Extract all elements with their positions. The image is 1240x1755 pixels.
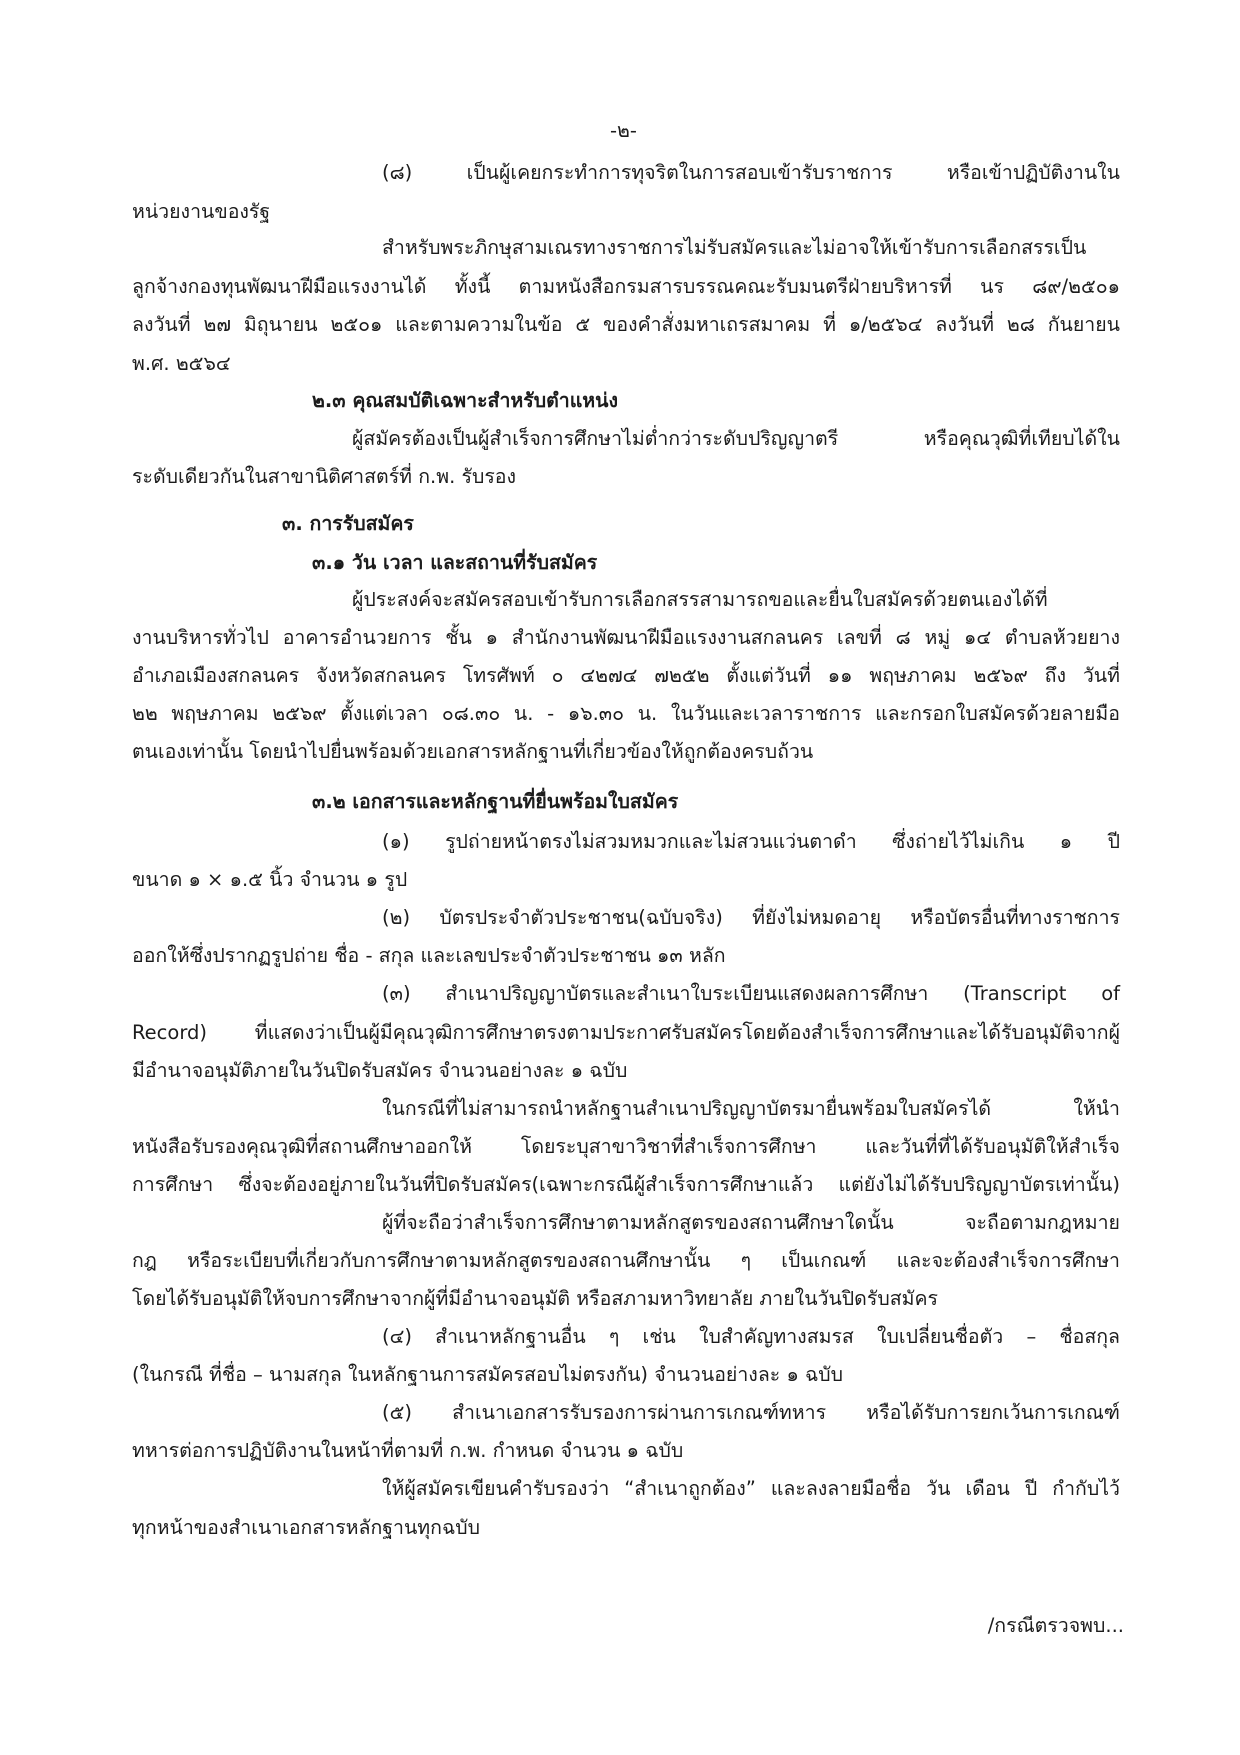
heading-2-3: ๒.๓ คุณสมบัติเฉพาะสำหรับตำแหน่ง xyxy=(312,389,618,412)
qualification-line-1: ผู้สมัครต้องเป็นผู้สำเร็จการศึกษาไม่ต่ำกว่าระดับปริญญาตรี หรือคุณวุฒิที่เทียบได้ใน xyxy=(352,427,1120,450)
monk-para-line-1: สำหรับพระภิกษุสามเณรทางราชการไม่รับสมัครและไม่อาจให้เข้ารับการเลือกสรรเป็น xyxy=(382,236,1087,259)
doc-4-line-2: (ในกรณี ที่ชื่อ – นามสกุล ในหลักฐานการสมัครสอบไม่ตรงกัน) จำนวนอย่างละ ๑ ฉบับ xyxy=(132,1363,844,1386)
monk-para-line-3: ลงวันที่ ๒๗ มิถุนายน ๒๕๐๑ และตามความในข้อ ๕ ของคำสั่งมหาเถรสมาคม ที่ ๑/๒๕๖๔ ลงวันที่ ๒๘ กันยายน xyxy=(132,313,1120,336)
apply-para-line-1: ผู้ประสงค์จะสมัครสอบเข้ารับการเลือกสรรสามารถขอและยื่นใบสมัครด้วยตนเองได้ที่ xyxy=(352,588,1048,611)
doc-1-line-1: (๑) รูปถ่ายหน้าตรงไม่สวมหมวกและไม่สวนแว่นตาดำ ซึ่งถ่ายไว้ไม่เกิน ๑ ปี xyxy=(382,830,1120,853)
graduation-line-3: โดยได้รับอนุมัติให้จบการศึกษาจากผู้ที่มีอำนาจอนุมัติ หรือสภามหาวิทยาลัย ภายในวันปิดรับสมัคร xyxy=(132,1287,938,1310)
doc-5-line-1: (๕) สำเนาเอกสารรับรองการผ่านการเกณฑ์ทหาร หรือได้รับการยกเว้นการเกณฑ์ xyxy=(382,1401,1120,1424)
monk-para-line-2: ลูกจ้างกองทุนพัฒนาฝีมือแรงงานได้ ทั้งนี้ ตามหนังสือกรมสารบรรณคณะรับมนตรีฝ่ายบริหารที่ นร ๘๙/๒๕๐๑ xyxy=(132,275,1120,298)
degree-case-line-1: ในกรณีที่ไม่สามารถนำหลักฐานสำเนาปริญญาบัตรมายื่นพร้อมใบสมัครได้ ให้นำ xyxy=(382,1097,1120,1120)
item-8-line-1: (๘) เป็นผู้เคยกระทำการทุจริตในการสอบเข้ารับราชการ หรือเข้าปฏิบัติงานใน xyxy=(382,161,1120,184)
apply-para-line-5: ตนเองเท่านั้น โดยนำไปยื่นพร้อมด้วยเอกสารหลักฐานที่เกี่ยวข้องให้ถูกต้องครบถ้วน xyxy=(132,740,814,763)
doc-3-line-3: มีอำนาจอนุมัติภายในวันปิดรับสมัคร จำนวนอย่างละ ๑ ฉบับ xyxy=(132,1059,628,1082)
doc-3-line-1: (๓) สำเนาปริญญาบัตรและสำเนาใบระเบียนแสดงผลการศึกษา (Transcript of xyxy=(382,982,1120,1005)
graduation-line-1: ผู้ที่จะถือว่าสำเร็จการศึกษาตามหลักสูตรของสถานศึกษาใดนั้น จะถือตามกฎหมาย xyxy=(382,1211,1120,1234)
certify-line-2: ทุกหน้าของสำเนาเอกสารหลักฐานทุกฉบับ xyxy=(132,1516,481,1539)
degree-case-line-2: หนังสือรับรองคุณวุฒิที่สถานศึกษาออกให้ โดยระบุสาขาวิชาที่สำเร็จการศึกษา และวันที่ที่ได้รับอนุมัติให้สำเร็จ xyxy=(132,1135,1120,1158)
monk-para-line-4: พ.ศ. ๒๕๖๔ xyxy=(132,352,231,375)
doc-3-line-2: Record) ที่แสดงว่าเป็นผู้มีคุณวุฒิการศึกษาตรงตามประกาศรับสมัครโดยต้องสำเร็จการศึกษาและได้รับอนุมัติจากผู้ xyxy=(132,1021,1120,1044)
doc-1-line-2: ขนาด ๑ × ๑.๕ นิ้ว จำนวน ๑ รูป xyxy=(132,868,408,891)
apply-para-line-2: งานบริหารทั่วไป อาคารอำนวยการ ชั้น ๑ สำนักงานพัฒนาฝีมือแรงงานสกลนคร เลขที่ ๘ หมู่ ๑๔ ตำบลห้วยยาง xyxy=(132,626,1120,649)
qualification-line-2: ระดับเดียวกันในสาขานิติศาสตร์ที่ ก.พ. รับรอง xyxy=(132,465,517,488)
graduation-line-2: กฎ หรือระเบียบที่เกี่ยวกับการศึกษาตามหลักสูตรของสถานศึกษานั้น ๆ เป็นเกณฑ์ และจะต้องสำเร็จการศึกษา xyxy=(132,1249,1120,1272)
page-number: -๒- xyxy=(610,119,637,142)
heading-3-2: ๓.๒ เอกสารและหลักฐานที่ยื่นพร้อมใบสมัคร xyxy=(312,790,679,813)
doc-4-line-1: (๔) สำเนาหลักฐานอื่น ๆ เช่น ใบสำคัญทางสมรส ใบเปลี่ยนชื่อตัว – ชื่อสกุล xyxy=(382,1325,1120,1348)
degree-case-line-3: การศึกษา ซึ่งจะต้องอยู่ภายในวันที่ปิดรับสมัคร(เฉพาะกรณีผู้สำเร็จการศึกษาแล้ว แต่ยังไม่ได้รับปริญญาบัตรเท่านั้น) xyxy=(132,1173,1120,1196)
apply-para-line-3: อำเภอเมืองสกลนคร จังหวัดสกลนคร โทรศัพท์ ๐ ๔๒๗๔ ๗๒๕๒ ตั้งแต่วันที่ ๑๑ พฤษภาคม ๒๕๖๙ ถึง วันที่ xyxy=(132,664,1120,687)
heading-3-1: ๓.๑ วัน เวลา และสถานที่รับสมัคร xyxy=(312,551,598,574)
apply-para-line-4: ๒๒ พฤษภาคม ๒๕๖๙ ตั้งแต่เวลา ๐๘.๓๐ น. - ๑๖.๓๐ น. ในวันและเวลาราชการ และกรอกใบสมัครด้วยลายมือ xyxy=(132,702,1120,725)
item-8-line-2: หน่วยงานของรัฐ xyxy=(132,200,271,223)
continuation-marker: /กรณีตรวจพบ... xyxy=(987,1614,1124,1637)
doc-5-line-2: ทหารต่อการปฏิบัติงานในหน้าที่ตามที่ ก.พ. กำหนด จำนวน ๑ ฉบับ xyxy=(132,1439,684,1462)
heading-3: ๓. การรับสมัคร xyxy=(282,512,414,535)
doc-2-line-1: (๒) บัตรประจำตัวประชาชน(ฉบับจริง) ที่ยังไม่หมดอายุ หรือบัตรอื่นที่ทางราชการ xyxy=(382,906,1120,929)
certify-line-1: ให้ผู้สมัครเขียนคำรับรองว่า “สำเนาถูกต้อง” และลงลายมือชื่อ วัน เดือน ปี กำกับไว้ xyxy=(382,1477,1120,1500)
doc-2-line-2: ออกให้ซึ่งปรากฏรูปถ่าย ชื่อ - สกุล และเลขประจำตัวประชาชน ๑๓ หลัก xyxy=(132,944,726,967)
